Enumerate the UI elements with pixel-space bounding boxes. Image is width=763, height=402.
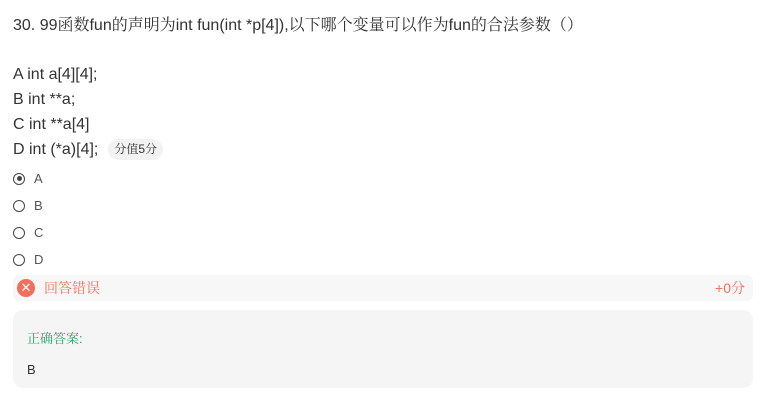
option-label: C: [34, 225, 44, 240]
stem-line-c: C int **a[4]: [13, 116, 90, 133]
question-stem: [13, 62, 163, 162]
question-title: 30. 99函数fun的声明为int fun(int *p[4]),以下哪个变量可以作为fun的合法参数（）: [13, 17, 583, 34]
stem-line-b: B int **a;: [13, 91, 76, 108]
result-text: 回答错误: [44, 280, 100, 296]
correct-answer-box: [13, 310, 753, 388]
options-list: [13, 165, 43, 273]
result-score: +0分: [715, 280, 745, 296]
correct-answer-value: B: [27, 362, 36, 377]
option-label: D: [34, 252, 44, 267]
radio-checked-icon[interactable]: [13, 173, 25, 185]
option-c[interactable]: [13, 219, 43, 246]
option-d[interactable]: [13, 246, 43, 273]
option-label: A: [34, 171, 43, 186]
option-b[interactable]: [13, 192, 43, 219]
result-bar: [13, 275, 753, 301]
result-status: [17, 278, 100, 298]
stem-line-d: [13, 137, 163, 162]
score-tag: 分值5分: [108, 139, 163, 160]
radio-icon[interactable]: [13, 200, 25, 212]
correct-answer-label: 正确答案:: [27, 331, 83, 346]
stem-line-d-text: D int (*a)[4];: [13, 141, 99, 158]
option-label: B: [34, 198, 43, 213]
stem-line-a: A int a[4][4];: [13, 66, 98, 83]
wrong-icon: ✕: [17, 279, 35, 297]
option-a[interactable]: [13, 165, 43, 192]
radio-icon[interactable]: [13, 254, 25, 266]
radio-icon[interactable]: [13, 227, 25, 239]
